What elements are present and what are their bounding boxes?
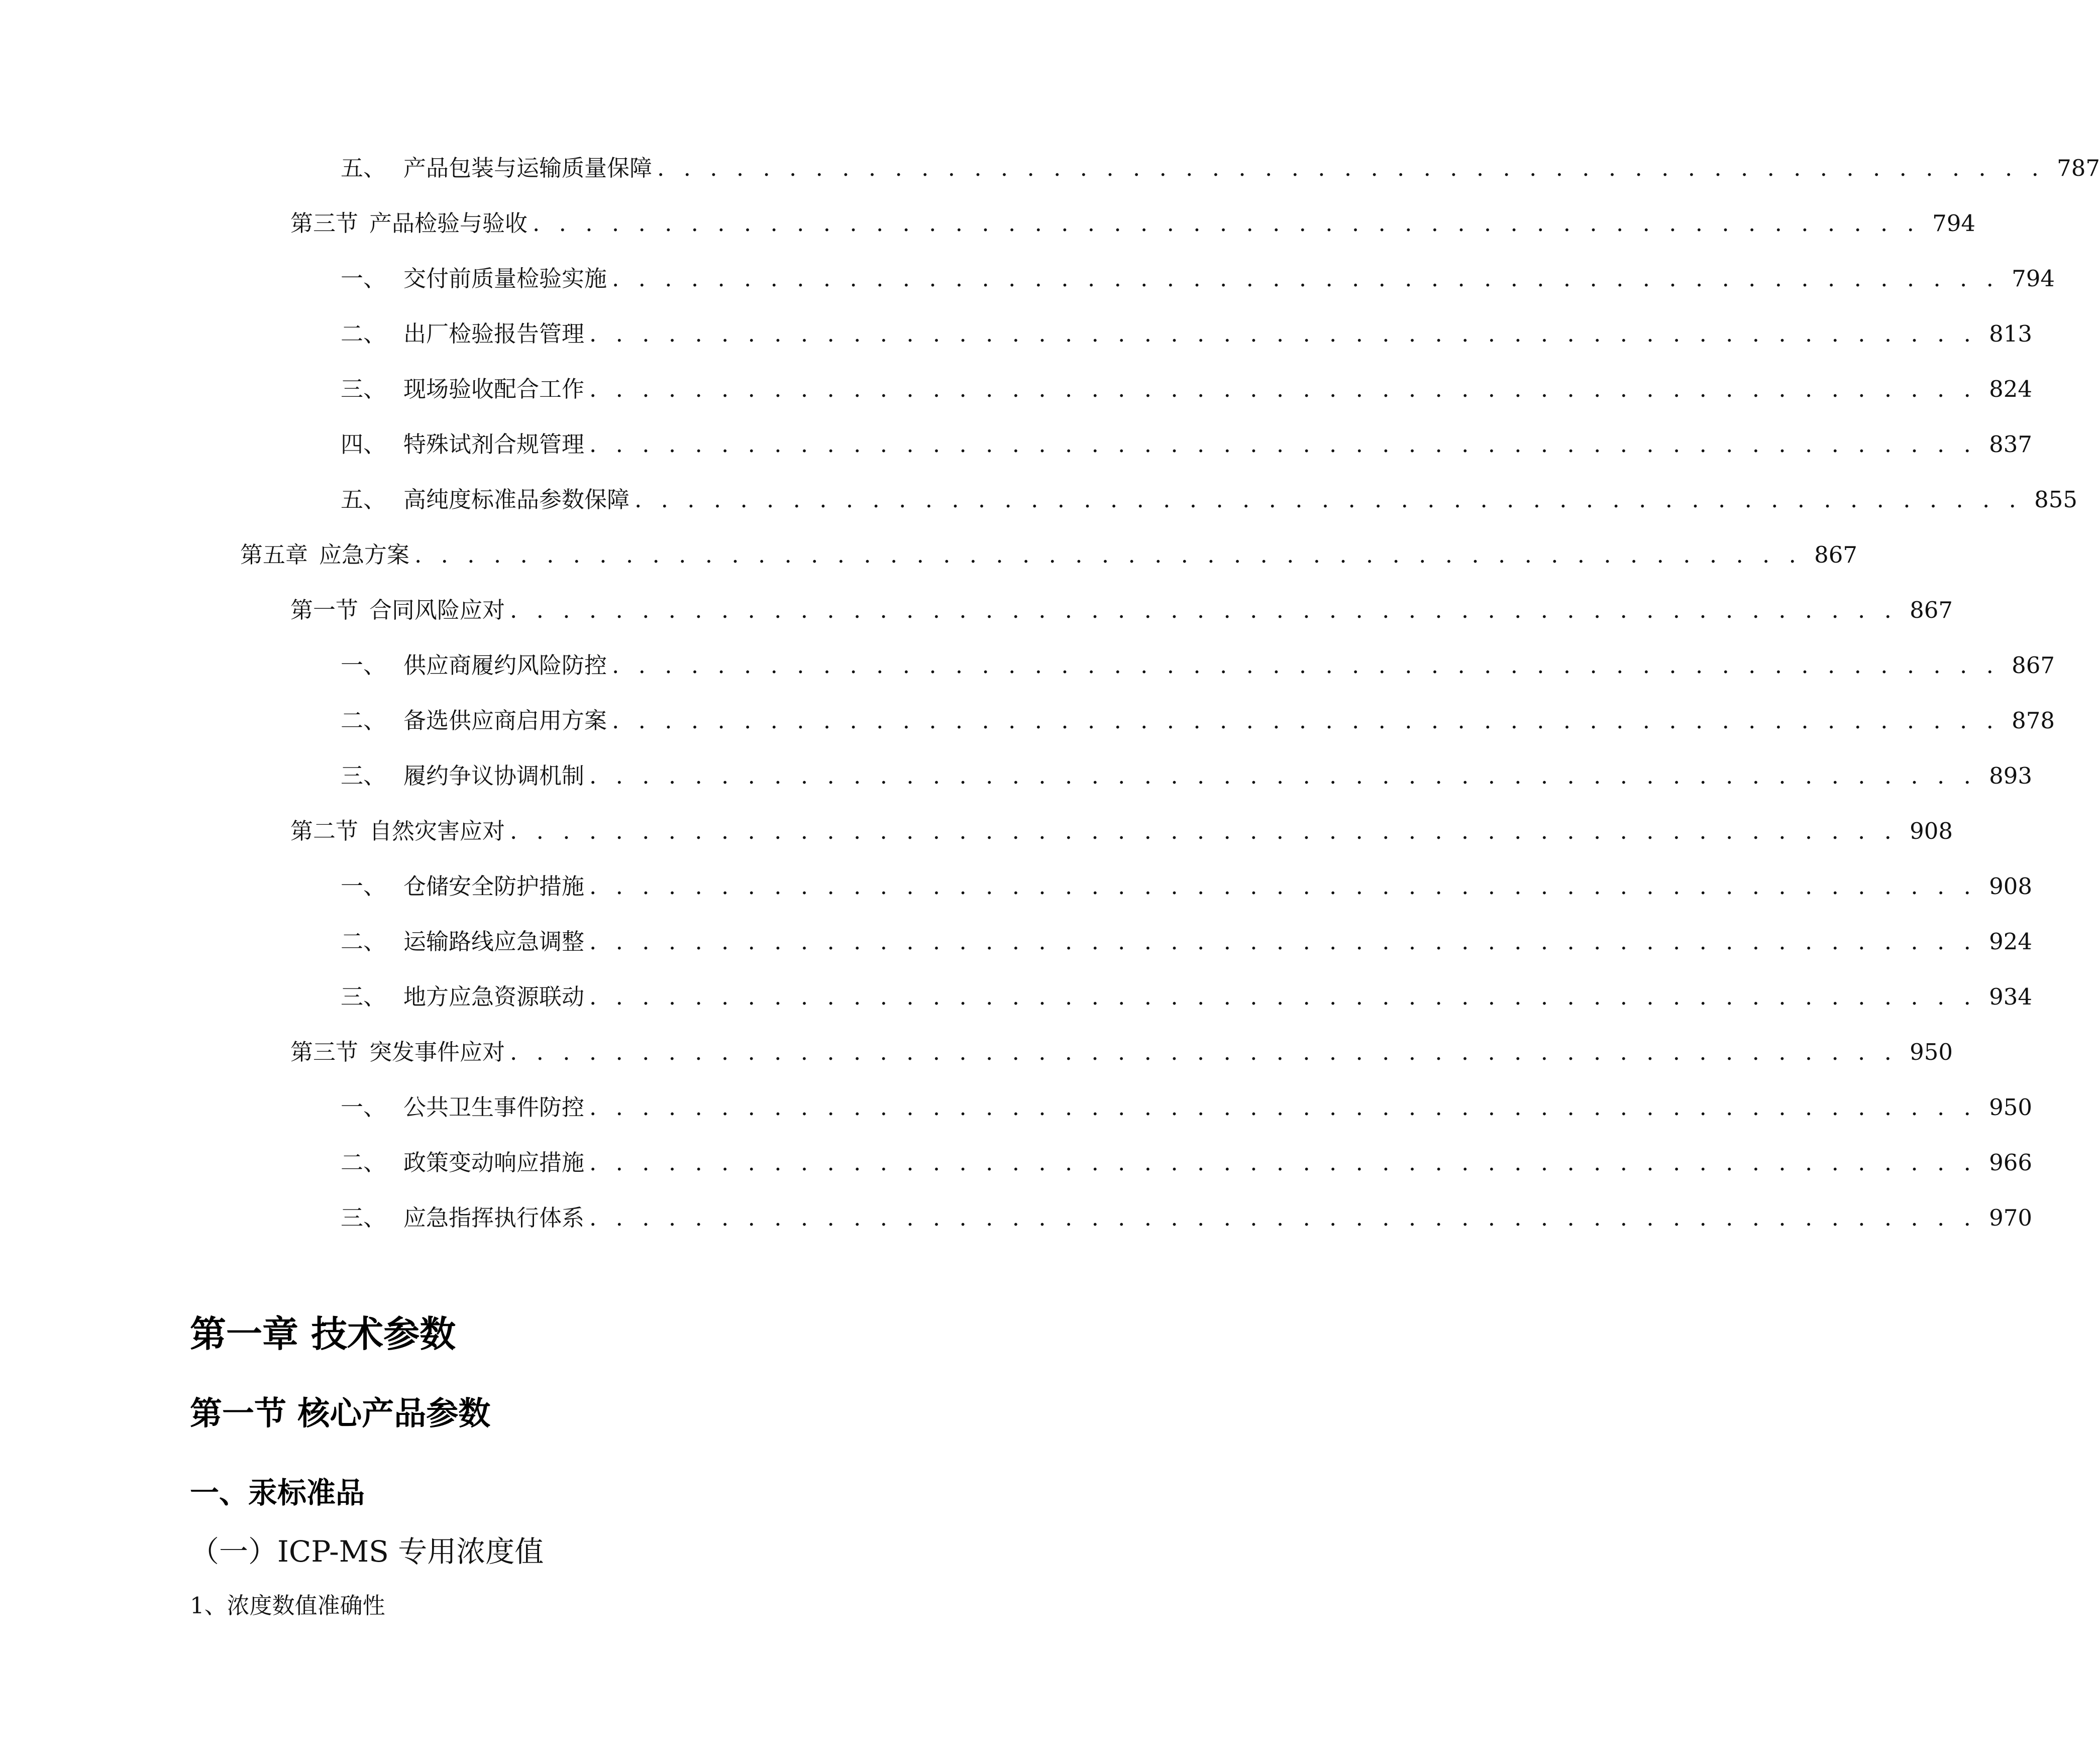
toc-leader-dots: . . . . . . . . . . . . . . . . . . . . . . . . . . . . . . . . . . . . . . . . . . . . . . . . . . . . . (589, 376, 1977, 402)
toc-entry[interactable] (290, 1035, 1953, 1070)
toc-entry-page: 855 (2034, 486, 2077, 513)
toc-entry-page: 950 (1910, 1039, 1953, 1065)
toc-entry[interactable] (341, 758, 2032, 794)
toc-leader-dots: . . . . . . . . . . . . . . . . . . . . . . . . . . . . . . . . . . . . . . . . . . . . . . . . . . . . . (414, 541, 1802, 568)
toc-entry-page: 966 (1989, 1149, 2032, 1176)
toc-entry-page: 908 (1989, 873, 2032, 900)
chapter-title: 第一章 技术参数 (190, 1313, 456, 1355)
toc-entry[interactable] (341, 703, 2055, 738)
toc-leader-dots: . . . . . . . . . . . . . . . . . . . . . . . . . . . . . . . . . . . . . . . . . . . . . . . . . . . . . (510, 597, 1898, 623)
toc-entry[interactable] (341, 1090, 2032, 1125)
toc-entry[interactable] (290, 814, 1953, 849)
toc-entry-page: 787 (2057, 155, 2100, 181)
toc-entry-page: 794 (1932, 210, 1975, 237)
toc-entry-title: 备选供应商启用方案 (403, 707, 607, 734)
toc-entry-number: 三、 (341, 376, 386, 402)
toc-leader-dots: . . . . . . . . . . . . . . . . . . . . . . . . . . . . . . . . . . . . . . . . . . . . . . . . . . . . . (589, 762, 1977, 789)
toc-leader-dots: . . . . . . . . . . . . . . . . . . . . . . . . . . . . . . . . . . . . . . . . . . . . . . . . . . . . . (657, 155, 2045, 181)
subsection-title: 一、汞标准品 (190, 1476, 365, 1510)
toc-entry-page: 813 (1989, 320, 2032, 347)
toc-entry-title: 政策变动响应措施 (403, 1149, 585, 1176)
toc-leader-dots: . . . . . . . . . . . . . . . . . . . . . . . . . . . . . . . . . . . . . . . . . . . . . . . . . . . . . (510, 818, 1898, 844)
toc-entry-number: 第二节 (290, 818, 359, 844)
toc-entry-page: 934 (1989, 983, 2032, 1010)
toc-entry-number: 三、 (341, 1204, 386, 1231)
toc-leader-dots: . . . . . . . . . . . . . . . . . . . . . . . . . . . . . . . . . . . . . . . . . . . . . . . . . . . . . (589, 1149, 1977, 1176)
toc-entry-title: 地方应急资源联动 (403, 983, 585, 1010)
toc-entry-number: 五、 (341, 486, 386, 513)
toc-entry-title: 合同风险应对 (369, 597, 505, 623)
toc-entry-title: 高纯度标准品参数保障 (403, 486, 630, 513)
toc-entry-title: 应急指挥执行体系 (403, 1204, 585, 1231)
toc-entry-number: 一、 (341, 873, 386, 900)
toc-entry-title: 产品包装与运输质量保障 (403, 155, 653, 181)
toc-leader-dots: . . . . . . . . . . . . . . . . . . . . . . . . . . . . . . . . . . . . . . . . . . . . . . . . . . . . . (589, 983, 1977, 1010)
toc-entry-title: 现场验收配合工作 (403, 376, 585, 402)
sub-subsection-title: （一）ICP-MS 专用浓度值 (190, 1534, 544, 1569)
toc-entry-title: 突发事件应对 (369, 1039, 505, 1065)
toc-entry[interactable] (341, 427, 2032, 462)
toc-entry-title: 自然灾害应对 (369, 818, 505, 844)
toc-entry-title: 特殊试剂合规管理 (403, 431, 585, 458)
item-title: 1、浓度数值准确性 (190, 1592, 385, 1619)
toc-entry[interactable] (341, 261, 2055, 296)
toc-entry-number: 一、 (341, 1094, 386, 1121)
toc-entry-title: 应急方案 (319, 541, 410, 568)
toc-leader-dots: . . . . . . . . . . . . . . . . . . . . . . . . . . . . . . . . . . . . . . . . . . . . . . . . . . . . . (612, 265, 2000, 292)
toc-entry-page: 908 (1910, 818, 1953, 844)
toc-entry-title: 产品检验与验收 (369, 210, 528, 237)
toc-entry-title: 公共卫生事件防控 (403, 1094, 585, 1121)
toc-entry-page: 924 (1989, 928, 2032, 955)
toc-entry-title: 供应商履约风险防控 (403, 652, 607, 679)
toc-entry-page: 970 (1989, 1204, 2032, 1231)
toc-entry-title: 仓储安全防护措施 (403, 873, 585, 900)
toc-entry[interactable] (341, 372, 2032, 407)
toc-entry-number: 五、 (341, 155, 386, 181)
toc-entry-title: 交付前质量检验实施 (403, 265, 607, 292)
toc-entry[interactable] (290, 593, 1953, 628)
toc-entry-page: 878 (2012, 707, 2055, 734)
toc-entry[interactable] (341, 924, 2032, 959)
toc-leader-dots: . . . . . . . . . . . . . . . . . . . . . . . . . . . . . . . . . . . . . . . . . . . . . . . . . . . . . (612, 652, 2000, 679)
toc-entry-number: 四、 (341, 431, 386, 458)
toc-entry-number: 第三节 (290, 1039, 359, 1065)
toc-leader-dots: . . . . . . . . . . . . . . . . . . . . . . . . . . . . . . . . . . . . . . . . . . . . . . . . . . . . . (589, 873, 1977, 900)
toc-leader-dots: . . . . . . . . . . . . . . . . . . . . . . . . . . . . . . . . . . . . . . . . . . . . . . . . . . . . . (533, 210, 1920, 237)
toc-entry-number: 二、 (341, 707, 386, 734)
toc-entry-page: 950 (1989, 1094, 2032, 1121)
toc-entry-page: 893 (1989, 762, 2032, 789)
toc-entry-page: 824 (1989, 376, 2032, 402)
toc-entry-number: 二、 (341, 928, 386, 955)
toc-entry-title: 履约争议协调机制 (403, 762, 585, 789)
toc-entry[interactable] (341, 1145, 2032, 1180)
toc-leader-dots: . . . . . . . . . . . . . . . . . . . . . . . . . . . . . . . . . . . . . . . . . . . . . . . . . . . . . (589, 1204, 1977, 1231)
toc-entry-number: 一、 (341, 265, 386, 292)
toc-entry-page: 867 (1814, 541, 1857, 568)
toc-entry-page: 794 (2012, 265, 2055, 292)
toc-leader-dots: . . . . . . . . . . . . . . . . . . . . . . . . . . . . . . . . . . . . . . . . . . . . . . . . . . . . . (589, 928, 1977, 955)
toc-entry-number: 三、 (341, 762, 386, 789)
toc-entry[interactable] (290, 206, 1975, 241)
toc-entry-number: 第五章 (240, 541, 308, 568)
toc-entry[interactable] (240, 537, 1857, 573)
toc-leader-dots: . . . . . . . . . . . . . . . . . . . . . . . . . . . . . . . . . . . . . . . . . . . . . . . . . . . . . (635, 486, 2022, 513)
toc-entry-number: 一、 (341, 652, 386, 679)
toc-entry[interactable] (341, 1200, 2032, 1236)
toc-leader-dots: . . . . . . . . . . . . . . . . . . . . . . . . . . . . . . . . . . . . . . . . . . . . . . . . . . . . . (612, 707, 2000, 734)
toc-leader-dots: . . . . . . . . . . . . . . . . . . . . . . . . . . . . . . . . . . . . . . . . . . . . . . . . . . . . . (589, 431, 1977, 458)
toc-entry[interactable] (341, 648, 2055, 683)
toc-entry-number: 二、 (341, 320, 386, 347)
toc-leader-dots: . . . . . . . . . . . . . . . . . . . . . . . . . . . . . . . . . . . . . . . . . . . . . . . . . . . . . (589, 1094, 1977, 1121)
toc-entry-page: 867 (1910, 597, 1953, 623)
toc-entry[interactable] (341, 151, 2100, 186)
toc-entry[interactable] (341, 979, 2032, 1015)
toc-entry-number: 二、 (341, 1149, 386, 1176)
toc-entry-page: 837 (1989, 431, 2032, 458)
toc-entry-number: 第一节 (290, 597, 359, 623)
toc-entry[interactable] (341, 869, 2032, 904)
toc-entry-number: 第三节 (290, 210, 359, 237)
toc-entry-title: 运输路线应急调整 (403, 928, 585, 955)
toc-entry-page: 867 (2012, 652, 2055, 679)
toc-entry[interactable] (341, 482, 2077, 517)
toc-entry[interactable] (341, 316, 2032, 352)
toc-leader-dots: . . . . . . . . . . . . . . . . . . . . . . . . . . . . . . . . . . . . . . . . . . . . . . . . . . . . . (589, 320, 1977, 347)
toc-leader-dots: . . . . . . . . . . . . . . . . . . . . . . . . . . . . . . . . . . . . . . . . . . . . . . . . . . . . . (510, 1039, 1898, 1065)
toc-entry-number: 三、 (341, 983, 386, 1010)
toc-entry-title: 出厂检验报告管理 (403, 320, 585, 347)
section-title: 第一节 核心产品参数 (190, 1395, 491, 1433)
